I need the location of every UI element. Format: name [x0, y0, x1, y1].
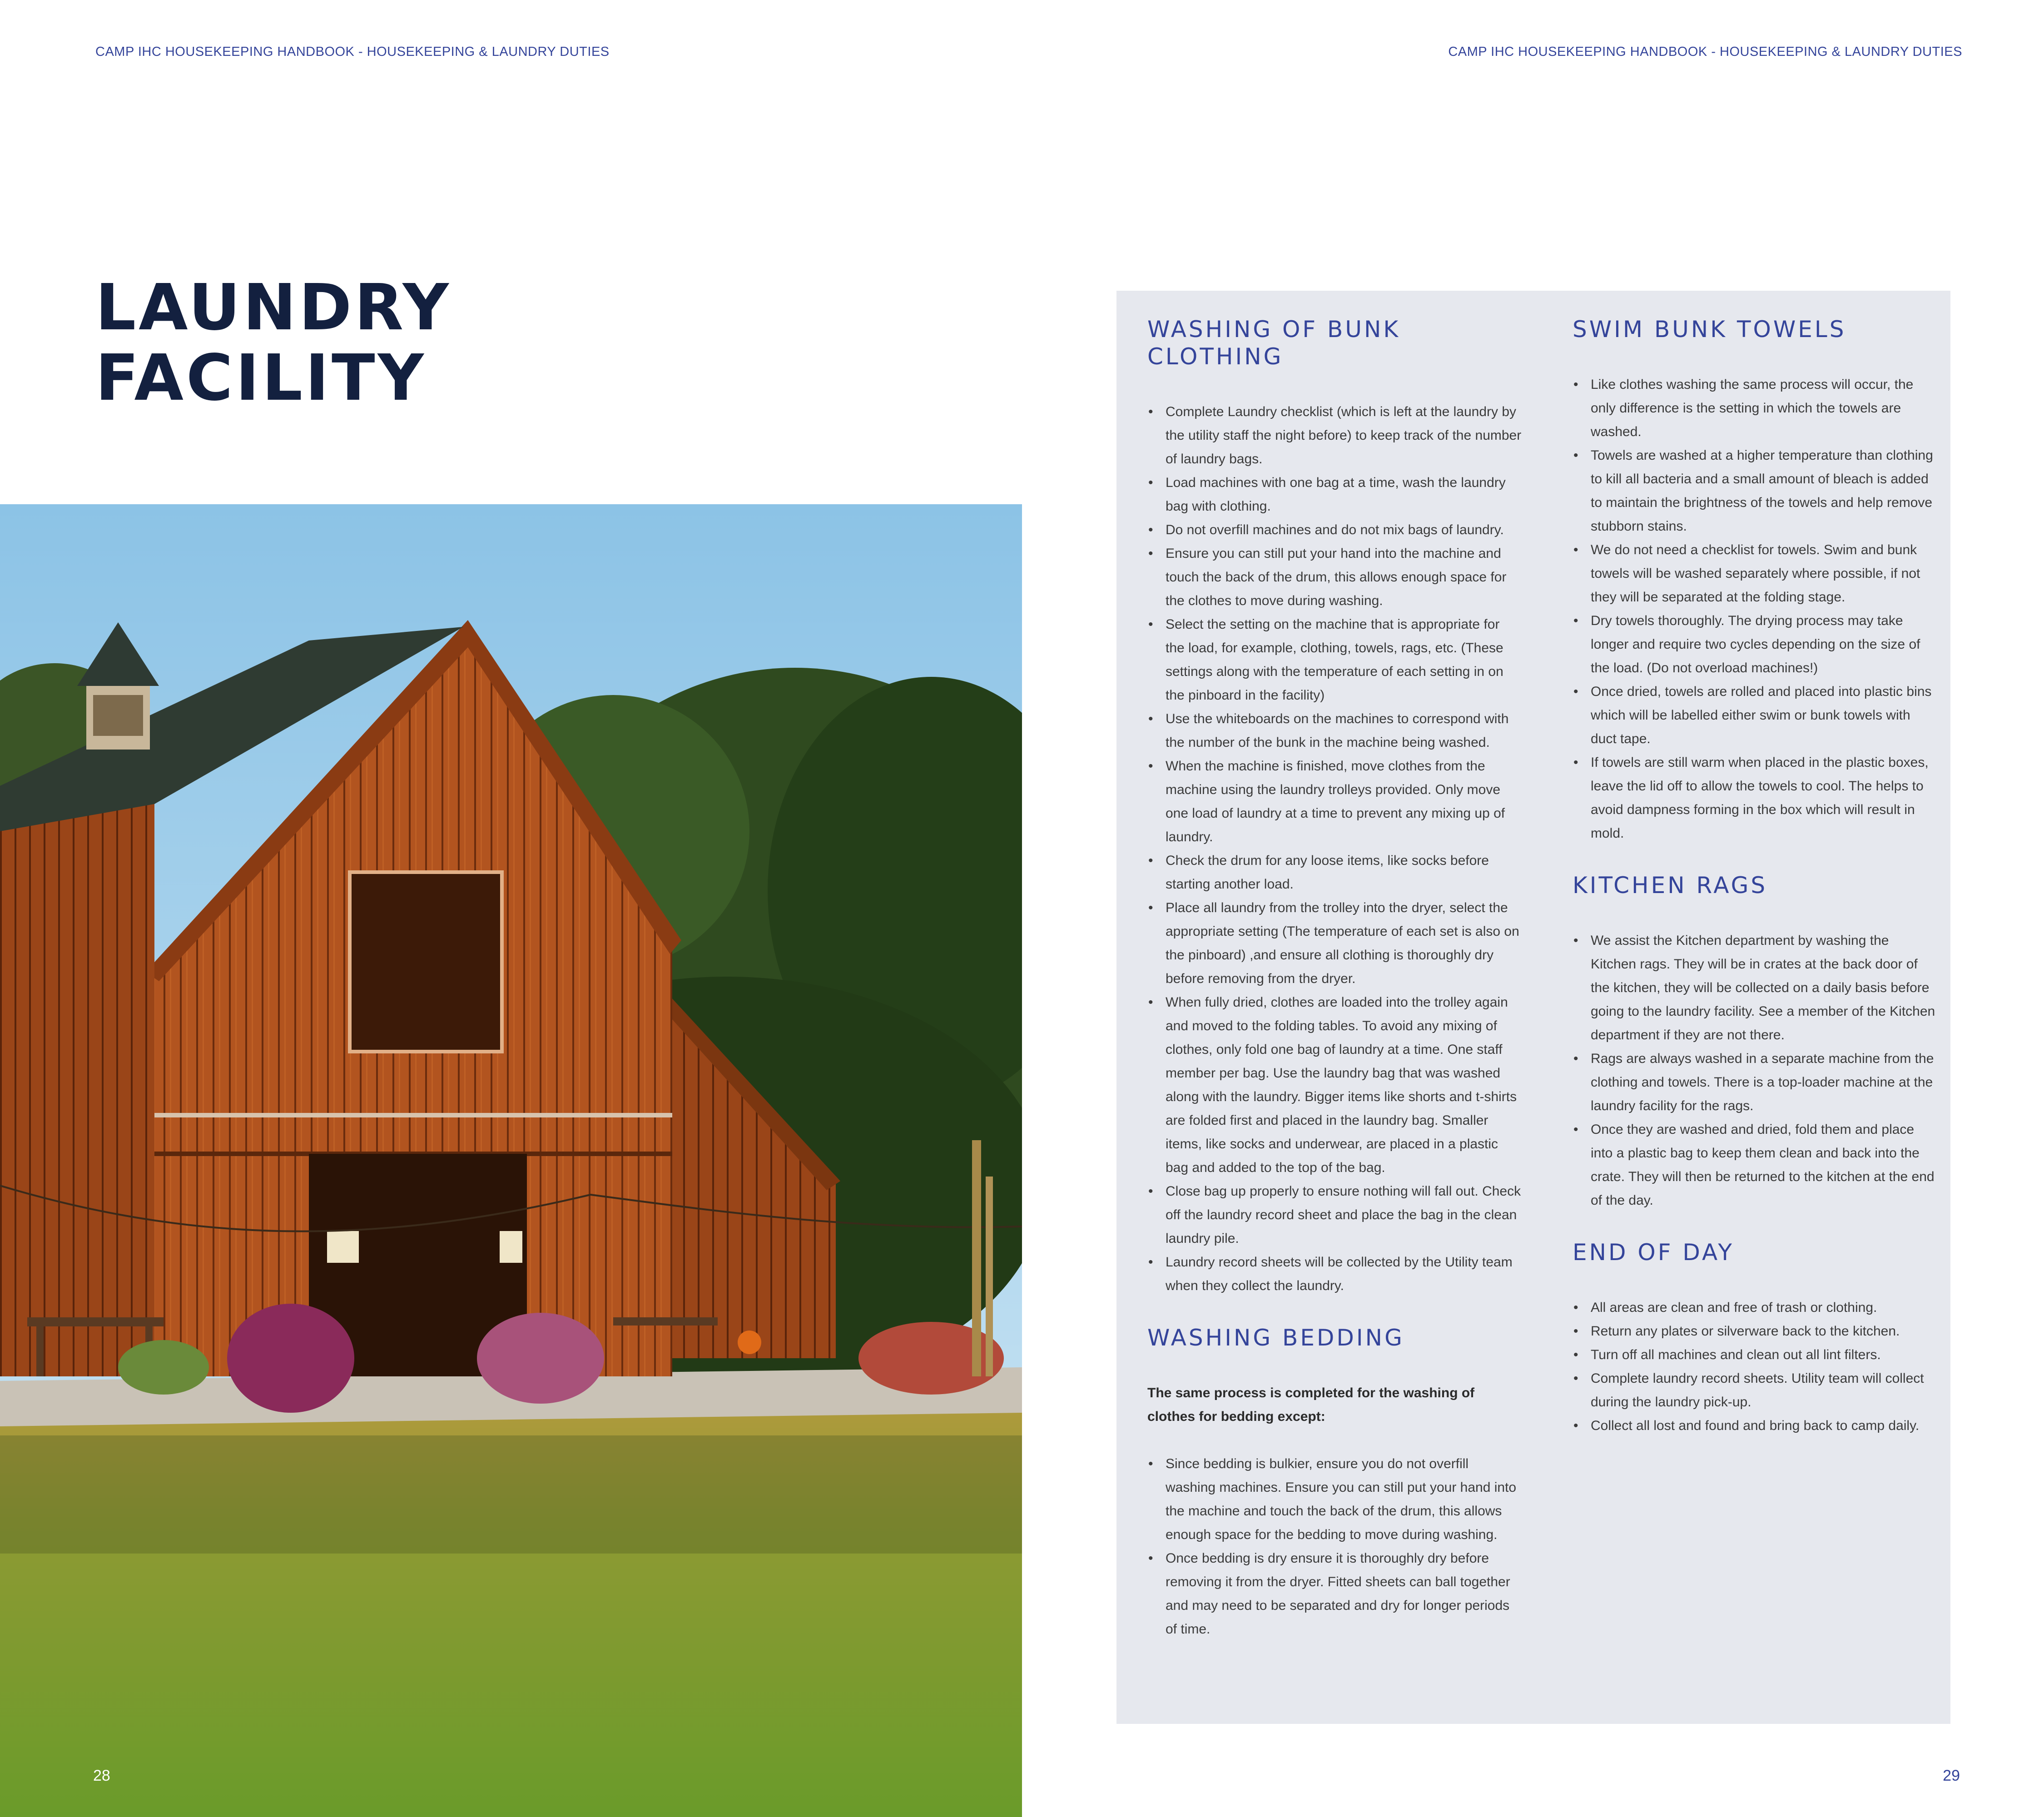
section-heading-towels: SWIM BUNK TOWELS [1573, 316, 1846, 343]
section-heading-bunk-clothing: WASHING OF BUNK CLOTHING [1147, 316, 1401, 370]
page-number-right: 29 [1943, 1767, 1960, 1784]
page-number-left: 28 [93, 1767, 110, 1784]
list-item: • Close bag up properly to ensure nothing will fall out. Check off the laundry record sheet and place the bag in the clean laundry pile. [1147, 1180, 1522, 1251]
page-title-line-1: LAUNDRY [95, 271, 451, 345]
content-panel [1116, 291, 1950, 1724]
section-heading-end-of-day: END OF DAY [1573, 1239, 1734, 1266]
list-item: • If towels are still warm when placed in the plastic boxes, leave the lid off to allow the towels to cool. The helps to avoid dampness forming in the box which will result in mold. [1573, 751, 1936, 845]
list-item: • Complete Laundry checklist (which is left at the laundry by the utility staff the night before) to keep track of the number of laundry bags. [1147, 400, 1522, 471]
rags-list [1573, 929, 1936, 1212]
list-item: • Turn off all machines and clean out all lint filters. [1573, 1343, 1936, 1367]
list-item: • Load machines with one bag at a time, wash the laundry bag with clothing. [1147, 471, 1522, 518]
list-item: • Since bedding is bulkier, ensure you do not overfill washing machines. Ensure you can still put your hand into the machine and touch the back of the drum, this allows enough space for the bedding to move during washing. [1147, 1452, 1522, 1547]
section-heading-rags: KITCHEN RAGS [1573, 872, 1768, 899]
towels-list [1573, 373, 1936, 845]
list-item: • When fully dried, clothes are loaded into the trolley again and moved to the folding tables. To avoid any mixing of clothes, only fold one bag of laundry at a time. One staff member per bag. Use the laundry bag that was washed along with the laundry. Bigger items like shorts and t-shirts are folded first and placed in the laundry bag. Smaller items, like socks and underwear, are placed in a plastic bag and added to the top of the bag. [1147, 991, 1522, 1180]
list-item: • Dry towels thoroughly. The drying process may take longer and require two cycles depending on the size of the load. (Do not overload machines!) [1573, 609, 1936, 680]
barn-photo [0, 504, 1022, 1817]
list-item: • Check the drum for any loose items, like socks before starting another load. [1147, 849, 1522, 896]
list-item: • Do not overfill machines and do not mix bags of laundry. [1147, 518, 1522, 542]
list-item: • Ensure you can still put your hand into the machine and touch the back of the drum, this allows enough space for the clothes to move during washing. [1147, 542, 1522, 613]
bedding-list [1147, 1452, 1522, 1641]
page-title-line-2: FACILITY [95, 341, 427, 415]
end-of-day-list [1573, 1296, 1936, 1438]
running-header-left: CAMP IHC HOUSEKEEPING HANDBOOK - HOUSEKEEPING & LAUNDRY DUTIES [95, 45, 610, 59]
page-title [95, 273, 451, 413]
left-column [1147, 316, 1522, 1641]
list-item: • Collect all lost and found and bring back to camp daily. [1573, 1414, 1936, 1438]
list-item: • We assist the Kitchen department by washing the Kitchen rags. They will be in crates at the back door of the kitchen, they will be collected on a daily basis before going to the laundry facility. See a member of the Kitchen department if they are not there. [1573, 929, 1936, 1047]
bedding-lead: The same process is completed for the washing of clothes for bedding except: [1147, 1385, 1475, 1424]
list-item: • All areas are clean and free of trash or clothing. [1573, 1296, 1936, 1320]
list-item: • Like clothes washing the same process will occur, the only difference is the setting in which the towels are washed. [1573, 373, 1936, 444]
right-column [1573, 316, 1936, 1438]
list-item: • When the machine is finished, move clothes from the machine using the laundry trolleys provided. Only move one load of laundry at a time to prevent any mixing up of laundry. [1147, 755, 1522, 849]
list-item: • Select the setting on the machine that is appropriate for the load, for example, clothing, towels, rags, etc. (These settings along with the temperature of each setting in on the pinboard in the facility) [1147, 613, 1522, 707]
running-header-right: CAMP IHC HOUSEKEEPING HANDBOOK - HOUSEKEEPING & LAUNDRY DUTIES [1448, 45, 1962, 59]
list-item: • Once dried, towels are rolled and placed into plastic bins which will be labelled either swim or bunk towels with duct tape. [1573, 680, 1936, 751]
bunk-clothing-list [1147, 400, 1522, 1298]
list-item: • Place all laundry from the trolley into the dryer, select the appropriate setting (The temperature of each set is also on the pinboard) ,and ensure all clothing is thoroughly dry before removing from the dryer. [1147, 896, 1522, 991]
list-item: • Once they are washed and dried, fold them and place into a plastic bag to keep them clean and back into the crate. They will then be returned to the kitchen at the end of the day. [1573, 1118, 1936, 1212]
section-heading-bedding: WASHING BEDDING [1147, 1325, 1404, 1351]
list-item: • Rags are always washed in a separate machine from the clothing and towels. There is a top-loader machine at the laundry facility for the rags. [1573, 1047, 1936, 1118]
list-item: • We do not need a checklist for towels. Swim and bunk towels will be washed separately where possible, if not they will be separated at the folding stage. [1573, 538, 1936, 609]
list-item: • Complete laundry record sheets. Utility team will collect during the laundry pick-up. [1573, 1367, 1936, 1414]
list-item: • Return any plates or silverware back to the kitchen. [1573, 1320, 1936, 1343]
list-item: • Towels are washed at a higher temperature than clothing to kill all bacteria and a small amount of bleach is added to maintain the brightness of the towels and help remove stubborn stains. [1573, 444, 1936, 538]
list-item: • Laundry record sheets will be collected by the Utility team when they collect the laundry. [1147, 1251, 1522, 1298]
list-item: • Once bedding is dry ensure it is thoroughly dry before removing it from the dryer. Fitted sheets can ball together and may need to be separated and dry for longer periods of time. [1147, 1547, 1522, 1641]
list-item: • Use the whiteboards on the machines to correspond with the number of the bunk in the machine being washed. [1147, 707, 1522, 755]
